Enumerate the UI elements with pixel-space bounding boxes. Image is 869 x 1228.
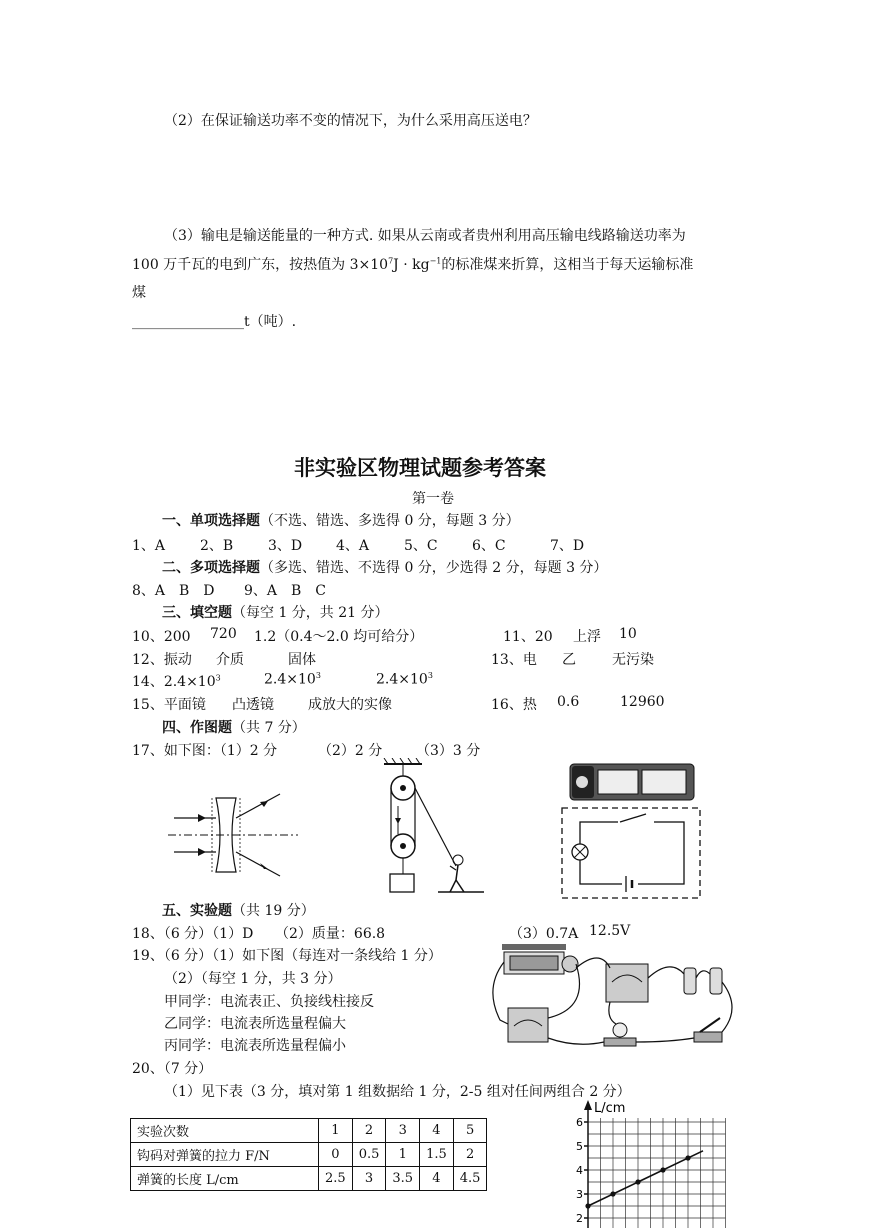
table-row: 弹簧的长度 L/cm 2.5 3 3.5 4 4.5	[131, 1167, 487, 1191]
section-2-heading: 二、多项选择题（多选、错选、不选得 0 分，少选得 2 分，每题 3 分）	[162, 560, 608, 576]
student-yi: 乙同学：电流表所选量程偏大	[164, 1016, 346, 1032]
y-tick-label: 5	[576, 1140, 583, 1153]
data-point	[585, 1203, 590, 1208]
y-tick-label: 3	[576, 1188, 583, 1201]
answer-blank: ________________t（吨）.	[132, 314, 297, 330]
data-table	[130, 1118, 487, 1191]
question-2-text: （2）在保证输送功率不变的情况下，为什么采用高压送电？	[164, 113, 537, 129]
student-bing: 丙同学：电流表所选量程偏小	[164, 1038, 346, 1054]
question-19-line2: （2）（每空 1 分，共 3 分）	[164, 971, 342, 987]
y-tick-label: 4	[576, 1164, 583, 1177]
question-3-line2: 100 万千瓦的电到广东，按热值为 $3\times 10^7J \cdot kg^{-1}$的标准煤来折算，这相当于每天运输标准	[132, 256, 694, 273]
pulley-diagram	[378, 758, 488, 894]
circuit-diagram	[558, 760, 704, 900]
apparatus-wiring-diagram	[480, 938, 742, 1050]
data-point	[610, 1191, 615, 1196]
question-20-heading: 20、（7 分）	[132, 1061, 213, 1077]
section-3-heading: 三、填空题（每空 1 分，共 21 分）	[162, 605, 389, 621]
section-5-heading: 五、实验题（共 19 分）	[162, 903, 315, 919]
table-row: 钩码对弹簧的拉力 F/N 0 0.5 1 1.5 2	[131, 1143, 487, 1167]
data-point	[685, 1155, 690, 1160]
data-point	[660, 1167, 665, 1172]
lens-diagram	[168, 790, 298, 880]
y-axis-label: L/cm	[594, 1101, 626, 1116]
volume-label: 第一卷	[412, 491, 454, 507]
question-3-line3: 煤	[132, 285, 146, 301]
data-point	[635, 1179, 640, 1184]
question-19-line1: 19、（6 分）（1）如下图（每连对一条线给 1 分）	[132, 948, 442, 964]
length-force-chart	[568, 1098, 728, 1228]
table-row: 实验次数 1 2 3 4 5	[131, 1119, 487, 1143]
section-4-heading: 四、作图题（共 7 分）	[162, 720, 306, 736]
y-tick-label: 2	[576, 1212, 583, 1225]
question-3-line1: （3）输电是输送能量的一种方式. 如果从云南或者贵州利用高压输电线路输送功率为	[164, 228, 686, 244]
question-20-line1: （1）见下表（3 分，填对第 1 组数据给 1 分，2-5 组对任间两组合 2 分）	[164, 1084, 631, 1100]
y-axis-arrow	[584, 1100, 592, 1110]
y-tick-label: 6	[576, 1116, 583, 1129]
student-jia: 甲同学：电流表正、负接线柱接反	[164, 994, 374, 1010]
answers-title: 非实验区物理试题参考答案	[294, 456, 546, 480]
section-1-heading: 一、单项选择题（不选、错选、多选得 0 分，每题 3 分）	[162, 513, 520, 529]
